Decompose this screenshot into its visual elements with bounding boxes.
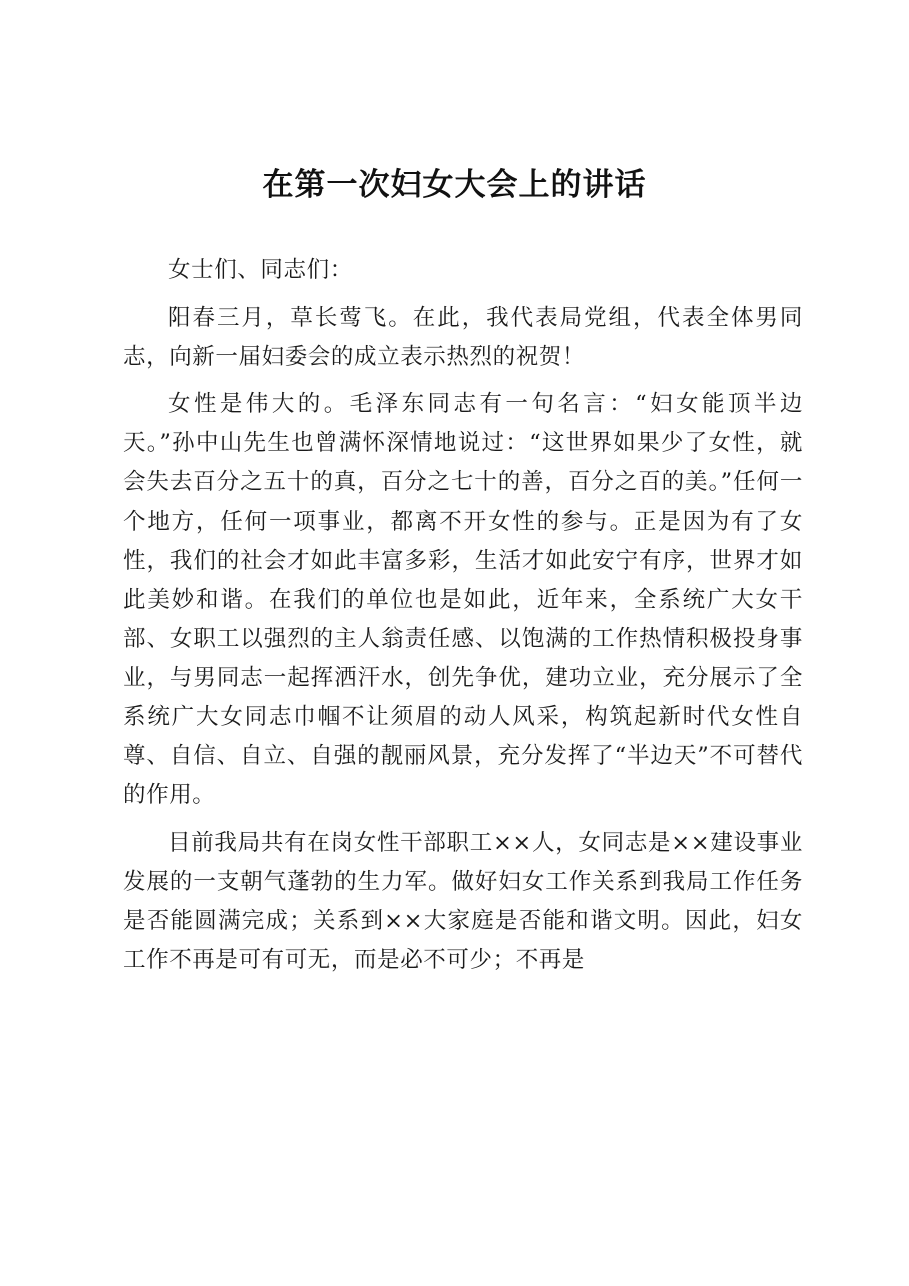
paragraph-women-role: 女性是伟大的。毛泽东同志有一句名言：“妇女能顶半边天。”孙中山先生也曾满怀深情地说过：“这世界如果少了女性，就会失去百分之五十的真，百分之七十的善，百分之百的美。”任何一个地方，任何一项事业，都离不开女性的参与。正是因为有了女性，我们的社会才如此丰富多彩，生活才如此安宁有序，世界才如此美妙和谐。在我们的单位也是如此，近年来，全系统广大女干部、女职工以强烈的主人翁责任感、以饱满的工作热情积极投身事业，与男同志一起挥洒汗水，创先争优，建功立业，充分展示了全系统广大女同志巾帼不让须眉的动人风采，构筑起新时代女性自尊、自信、自立、自强的靓丽风景，充分发挥了“半边天”不可替代的作用。 [123,391,803,809]
document-title: 在第一次妇女大会上的讲话 [262,167,647,203]
document-body [123,251,803,989]
paragraph-current-status: 目前我局共有在岗女性干部职工××人，女同志是××建设事业发展的一支朝气蓬勃的生力军。做好妇女工作关系到我局工作任务是否能圆满完成；关系到××大家庭是否能和谐文明。因此，妇女工作不再是可有可无，而是必不可少；不再是 [123,829,803,974]
paragraph-greeting: 阳春三月，草长莺飞。在此，我代表局党组，代表全体男同志，向新一届妇委会的成立表示热烈的祝贺！ [123,304,803,370]
paragraph-salutation: 女士们、同志们： [168,257,353,283]
